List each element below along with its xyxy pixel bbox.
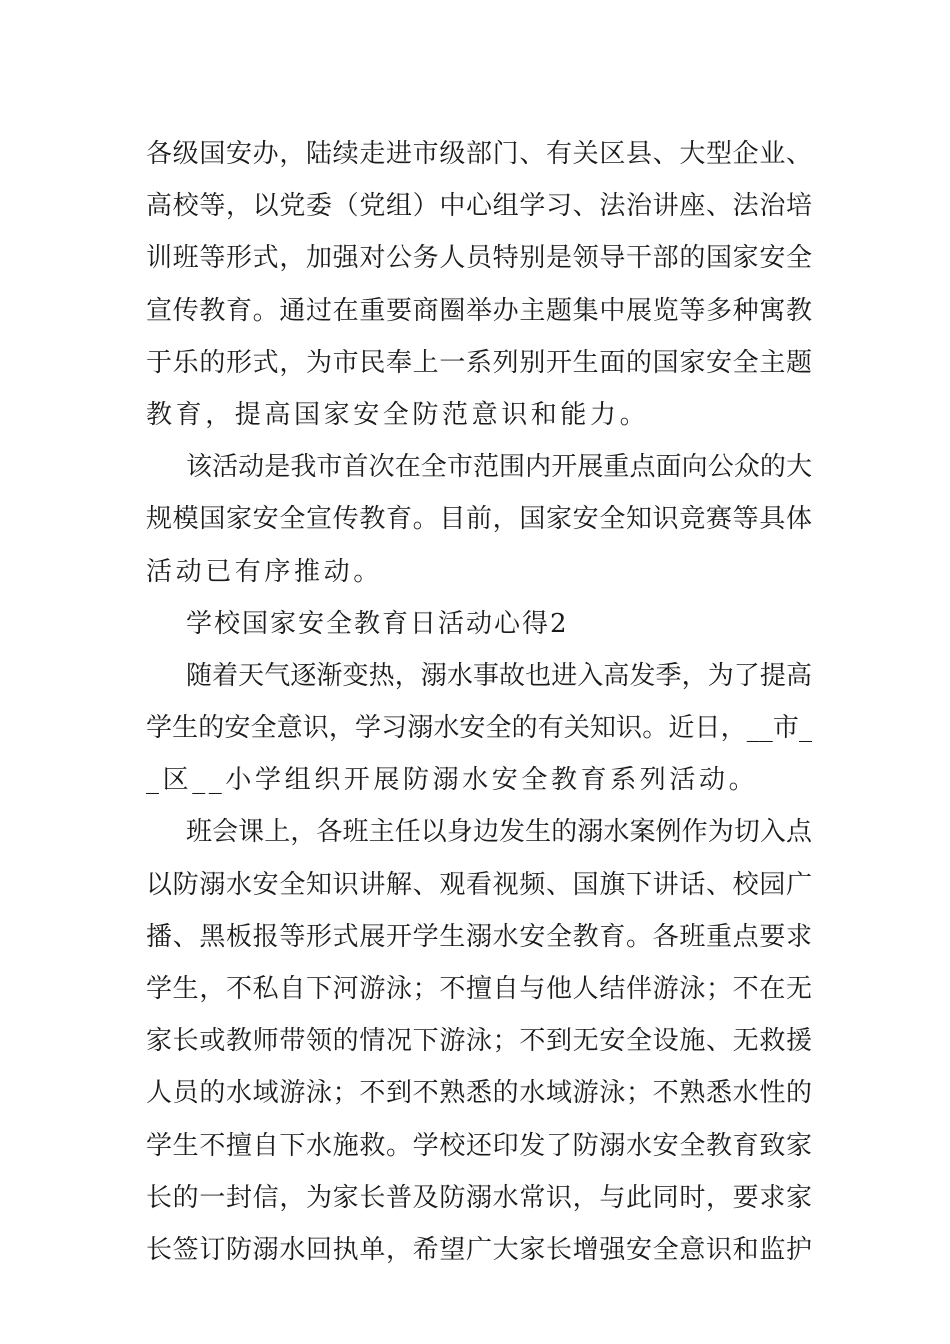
text-line: 学生，不私自下河游泳；不擅自与他人结伴游泳；不在无 — [146, 974, 812, 1004]
section-heading: 学校国家安全教育日活动心得2 — [186, 608, 569, 639]
text-line: 于乐的形式，为市民奉上一系列别开生面的国家安全主题 — [146, 347, 812, 378]
text-line: 宣传教育。通过在重要商圈举办主题集中展览等多种寓教 — [146, 295, 812, 326]
paragraph-last-line: 教育，提高国家安全防范意识和能力。 — [146, 399, 650, 430]
text-line: 训班等形式，加强对公务人员特别是领导干部的国家安全 — [146, 243, 812, 274]
text-line: 播、黑板报等形式展开学生溺水安全教育。各班重点要求 — [146, 921, 812, 952]
text-line: 人员的水域游泳；不到不熟悉的水域游泳；不熟悉水性的 — [146, 1078, 812, 1109]
paragraph-first-line: 随着天气逐渐变热，溺水事故也进入高发季，为了提高 — [186, 660, 812, 691]
text-line: 长的一封信，为家长普及防溺水常识，与此同时，要求家 — [146, 1182, 812, 1213]
paragraph-last-line: _区__小学组织开展防溺水安全教育系列活动。 — [146, 765, 759, 796]
document-body — [146, 128, 812, 1276]
text-line: 家长或教师带领的情况下游泳；不到无安全设施、无救援 — [146, 1026, 812, 1057]
text-line: 学生不擅自下水施救。学校还印发了防溺水安全教育致家 — [146, 1130, 812, 1161]
paragraph-first-line: 班会课上，各班主任以身边发生的溺水案例作为切入点 — [186, 817, 812, 848]
text-line: 各级国安办，陆续走进市级部门、有关区县、大型企业、 — [146, 139, 812, 169]
paragraph-last-line: 活动已有序推动。 — [146, 556, 383, 587]
text-line: 长签订防溺水回执单，希望广大家长增强安全意识和监护 — [146, 1234, 812, 1265]
text-line: 学生的安全意识，学习溺水安全的有关知识。近日，__市_ — [146, 713, 812, 744]
paragraph-first-line: 该活动是我市首次在全市范围内开展重点面向公众的大 — [186, 452, 812, 483]
text-line: 以防溺水安全知识讲解、观看视频、国旗下讲话、校园广 — [146, 869, 812, 900]
text-line: 规模国家安全宣传教育。目前，国家安全知识竞赛等具体 — [146, 504, 812, 535]
text-line: 高校等，以党委（党组）中心组学习、法治讲座、法治培 — [146, 191, 812, 222]
